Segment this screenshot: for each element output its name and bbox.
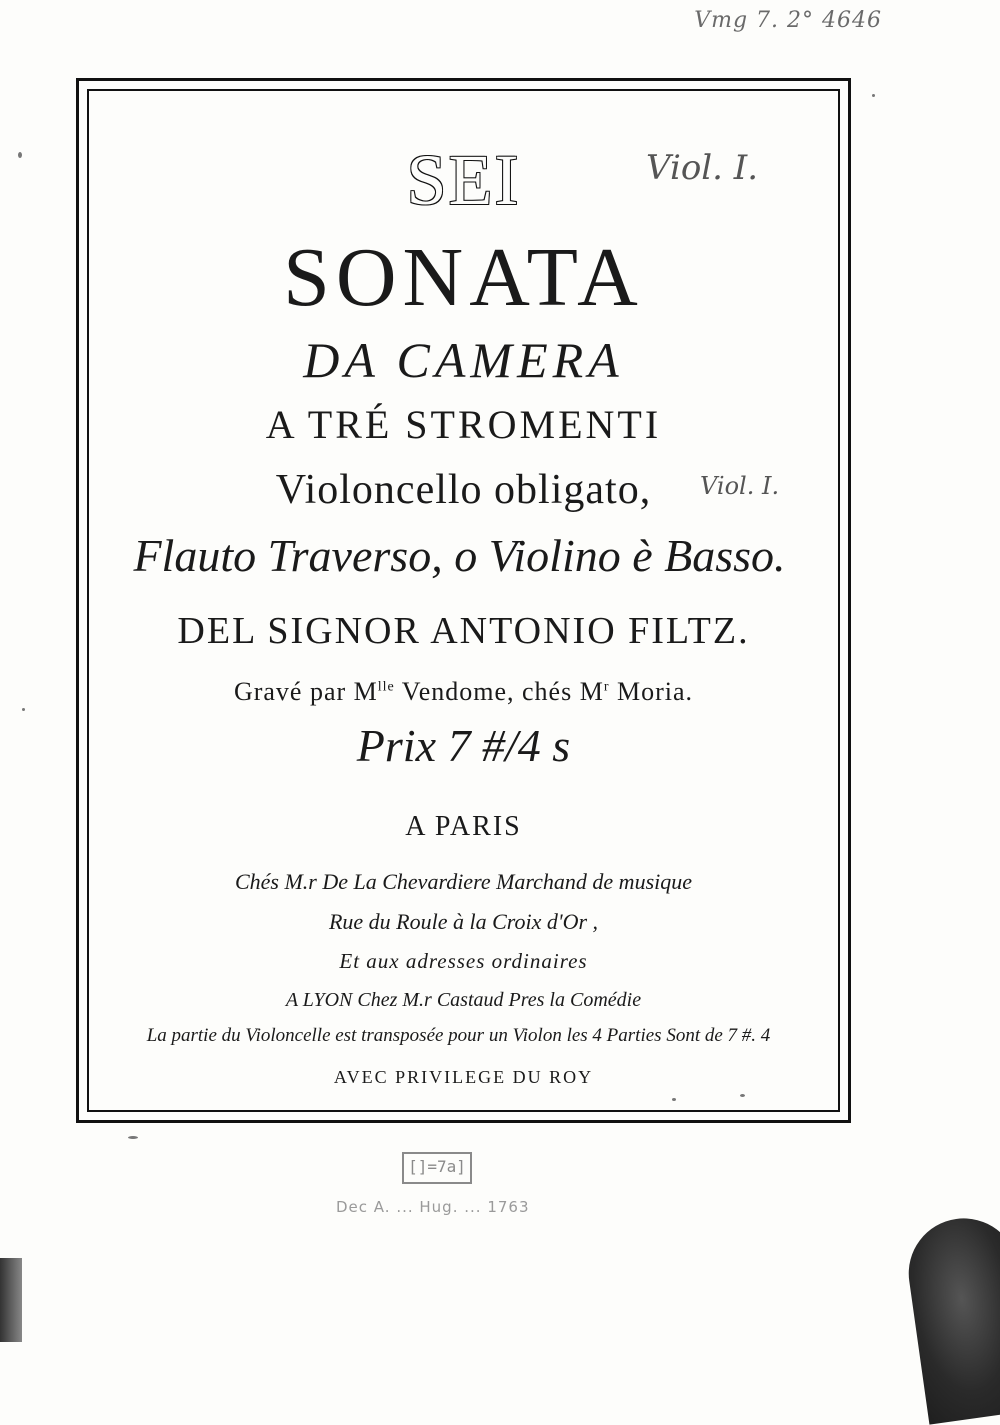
title-tre-stromenti: A TRÉ STROMENTI [265, 402, 662, 447]
price-line: Prix 7 #/4 s [356, 720, 571, 771]
privilege-line: AVEC PRIVILEGE DU ROY [333, 1067, 594, 1087]
title-page-frame [76, 78, 851, 1123]
lyon-seller: A LYON Chez M.r Castaud Pres la Comédie [285, 989, 642, 1011]
speck [872, 94, 875, 97]
composer-line: DEL SIGNOR ANTONIO FILTZ. [177, 610, 750, 652]
title-sei: SEI [406, 140, 521, 220]
engraver-sup-1: lle [377, 679, 395, 695]
speck [18, 152, 22, 158]
engraver-text-a: Gravé par M [233, 677, 378, 706]
engraver-text-b: Vendome, chés M [394, 677, 604, 706]
publisher-name: Chés M.r De La Chevardiere Marchand de musique [234, 869, 693, 894]
speck [672, 1098, 676, 1101]
thumb-shadow [902, 1211, 1000, 1424]
engraver-sup-2: r [603, 679, 610, 695]
side-note: Viol. I. [700, 472, 780, 500]
title-flauto: Flauto Traverso, o Violino è Basso. [133, 530, 786, 581]
title-violoncello: Violoncello obligato, [275, 467, 652, 513]
other-addresses: Et aux adresses ordinaires [339, 949, 588, 973]
title-page-inner-frame [87, 89, 840, 1112]
accession-note: Dec A. ... Hug. ... 1763 [336, 1198, 530, 1216]
volume-note: Viol. I. [646, 148, 759, 188]
library-stamp: []=7a] [402, 1152, 472, 1184]
publisher-address: Rue du Roule à la Croix d'Or , [328, 909, 599, 934]
title-sonata: SONATA [283, 231, 644, 324]
speck [128, 1136, 138, 1139]
publisher-city: A PARIS [405, 811, 522, 842]
speck [22, 708, 25, 711]
title-da-camera: DA CAMERA [303, 332, 624, 388]
engraver-text-c: Moria. [609, 677, 694, 706]
scanner-edge [0, 1258, 22, 1342]
speck [740, 1094, 745, 1097]
transposition-note: La partie du Violoncelle est transposée pour un Violon les 4 Parties Sont de 7 #. 4 [146, 1025, 771, 1046]
call-number-note: Vmg 7. 2° 4646 [694, 8, 882, 33]
engraver-line [89, 677, 838, 707]
